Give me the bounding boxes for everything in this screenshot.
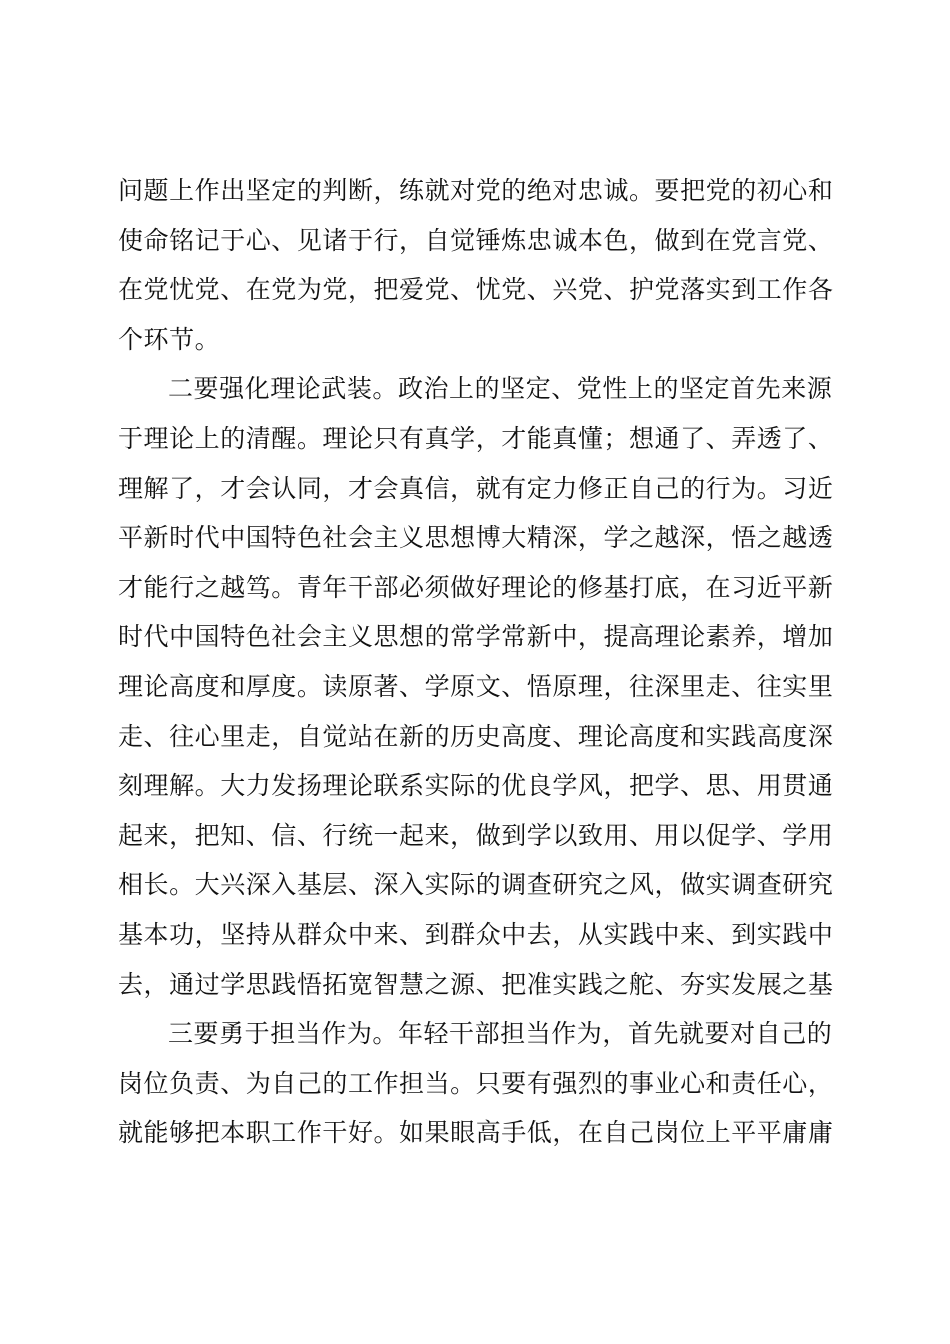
text-line: 就能够把本职工作干好。如果眼高手低，在自己岗位上平平庸庸 (118, 1118, 834, 1148)
text-line: 基本功，坚持从群众中来、到群众中去，从实践中来、到实践中 (118, 919, 834, 949)
text-line: 走、往心里走，自觉站在新的历史高度、理论高度和实践高度深 (118, 721, 834, 751)
text-line: 个环节。 (118, 324, 221, 354)
text-line: 相长。大兴深入基层、深入实际的调查研究之风，做实调查研究 (118, 870, 834, 900)
text-line: 时代中国特色社会主义思想的常学常新中，提高理论素养，增加 (118, 622, 834, 652)
text-line: 于理论上的清醒。理论只有真学，才能真懂；想通了、弄透了、 (118, 423, 834, 453)
text-line: 才能行之越笃。青年干部必须做好理论的修基打底，在习近平新 (118, 572, 834, 602)
text-line: 平新时代中国特色社会主义思想博大精深，学之越深，悟之越透 (118, 523, 834, 553)
text-line: 岗位负责、为自己的工作担当。只要有强烈的事业心和责任心， (118, 1068, 834, 1098)
text-line: 刻理解。大力发扬理论联系实际的优良学风，把学、思、用贯通 (118, 771, 834, 801)
text-line: 理论高度和厚度。读原著、学原文、悟原理，往深里走、往实里 (118, 671, 834, 701)
text-line: 问题上作出坚定的判断，练就对党的绝对忠诚。要把党的初心和 (118, 176, 834, 205)
text-line: 三要勇于担当作为。年轻干部担当作为，首先就要对自己的 (168, 1019, 833, 1049)
text-line: 二要强化理论武装。政治上的坚定、党性上的坚定首先来源 (168, 374, 833, 404)
text-line: 去，通过学思践悟拓宽智慧之源、把准实践之舵、夯实发展之基 (118, 969, 834, 999)
paragraph-2 (118, 364, 838, 1009)
text-line: 理解了，才会认同，才会真信，就有定力修正自己的行为。习近 (118, 473, 834, 503)
text-line: 在党忧党、在党为党，把爱党、忧党、兴党、护党落实到工作各 (118, 275, 834, 305)
body-text (118, 166, 838, 1158)
paragraph-3 (118, 1009, 838, 1158)
text-line: 使命铭记于心、见诸于行，自觉锤炼忠诚本色，做到在党言党、 (118, 225, 834, 255)
paragraph-1 (118, 166, 838, 364)
text-line: 起来，把知、信、行统一起来，做到学以致用、用以促学、学用 (118, 820, 834, 850)
